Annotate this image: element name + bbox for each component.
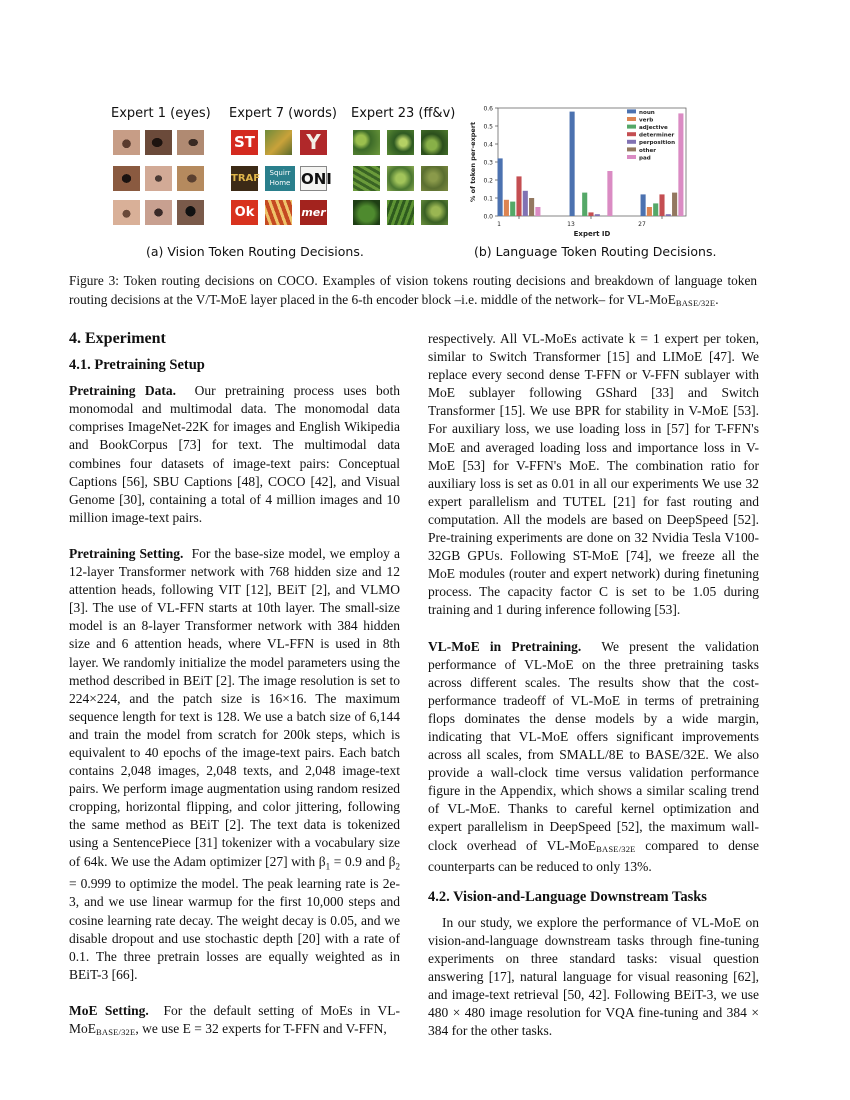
- y-tick-label: 0.6: [483, 105, 493, 113]
- vegetable-patch-image: [387, 200, 414, 225]
- paragraph-downstream: In our study, we explore the performance of VL-MoE on vision-and-language downstream tasks through fine-tuning experiments on three standard tasks: visual question answering [17], natural language for visual reasoning [62], and image-text retrieval [50, 42]. Following BEiT-3, we use 480 × 480 image resolution for VQA fine-tuning and 384 × 384 for the other tasks.: [428, 914, 759, 1039]
- subscript: BASE/32E: [596, 843, 636, 854]
- bar-adjective: [510, 202, 515, 216]
- legend-swatch-perposition: [627, 140, 636, 144]
- paragraph-body: , we use E = 32 experts for T-FFN and V-FFN,: [135, 1020, 387, 1036]
- bar-verb: [647, 207, 652, 216]
- paragraph-pretraining-data: [69, 382, 400, 527]
- bar-perposition: [523, 191, 528, 216]
- eye-patch-image: [145, 166, 172, 191]
- vegetable-patch-image: [353, 166, 380, 191]
- paragraph-body: We present the validation performance of VL-MoE on the three pretraining tasks across different scales. The results show that the cost-performance tradeoff of VL-MoE in terms of pretraining flops dominates the dense models by a wide margin, indicating that VL-MoE offers significant improvements across all scales, from SMALL/8E to BASE/32E. We also provide a wall-clock time versus validation performance figure in the Appendix, which shows a similar scaling trend of VL-MoE. Thanks to careful kernel optimization and expert parallelism in DeepSpeed [52], the maximum wall-clock overhead of VL-MoE: [428, 638, 759, 853]
- bar-other: [529, 198, 534, 216]
- legend-swatch-adjective: [627, 125, 636, 129]
- paragraph-title: VL-MoE in Pretraining.: [428, 638, 582, 654]
- y-axis-label: % of token per-expert: [469, 121, 477, 203]
- bar-adjective: [582, 193, 587, 216]
- y-tick-label: 0.4: [483, 141, 493, 149]
- bar-noun: [498, 158, 503, 216]
- bar-perposition: [666, 214, 671, 216]
- x-tick-label: 13: [567, 221, 575, 228]
- subcaption-a: (a) Vision Token Routing Decisions.: [146, 244, 364, 259]
- caption-text: Figure 3: Token routing decisions on COCO. Examples of vision tokens routing decisions and breakdown of language token routing decisions at the V/T-MoE layer placed in the 6-th encoder block –i.e. middle of the network– for VL-MoE: [69, 273, 757, 307]
- legend-label-noun: noun: [639, 109, 655, 116]
- paragraph-vlmoe-pretraining: [428, 638, 759, 876]
- legend-swatch-pad: [627, 155, 636, 159]
- figure-caption: [69, 271, 757, 313]
- eye-patch-image: [177, 200, 204, 225]
- x-axis-label: Expert ID: [573, 230, 611, 238]
- y-tick-label: 0.2: [483, 177, 493, 185]
- legend-label-adjective: adjective: [639, 125, 668, 131]
- paragraph-body: For the base-size model, we employ a 12-layer Transformer network with 768 hidden size and 12 attention heads, following VIT [12], BEiT [2], and VLMO [3]. The use of VL-FFN starts at 10th layer. The small-size model is an 8-layer Transformer network with 384 hidden size and 6 attention heads, where VL-FFN is used in 8th layer. We randomly initialize the model parameters using the method described in BEiT [2]. The image resolution is set to 224×224, and the patch size is 16×16. The maximum sequence length for text is 128. We use a batch size of 6,144 and train the model from scratch for 200k steps, which is equivalent to 40 epochs of the image-text pairs. Each batch contains 2,048 images, 2,048 texts, and 2,048 image-text pairs. We perform image augmentation using random resized cropping, horizontal flipping, and color jittering, following the same method as BEiT [2]. The text data is tokenized using a SentencePiece [31] tokenizer with a vocabulary size of 64k. We use the Adam optimizer [27] with β: [69, 545, 400, 869]
- left-column: [69, 330, 400, 1041]
- legend-label-pad: pad: [639, 155, 651, 162]
- x-tick-label: 1: [497, 221, 501, 228]
- paragraph-title: MoE Setting.: [69, 1002, 149, 1018]
- word-patch-image: Y: [300, 130, 327, 155]
- paragraph-moe-setting: [69, 1002, 400, 1041]
- paragraph-body: compared to dense counterparts can be reduced to only 13%.: [428, 837, 759, 874]
- x-tick-label: 27: [638, 221, 646, 228]
- section-heading-experiment: 4. Experiment: [69, 330, 166, 347]
- caption-subscript: BASE/32E: [675, 298, 716, 308]
- word-patch-image: ONI: [300, 166, 327, 191]
- subsection-heading-pretraining-setup: 4.1. Pretraining Setup: [69, 357, 205, 374]
- paragraph-title: Pretraining Data.: [69, 383, 176, 399]
- subsection-heading-downstream: 4.2. Vision-and-Language Downstream Tasks: [428, 888, 707, 905]
- bar-perposition: [595, 214, 600, 216]
- expert-23-title: Expert 23 (ff&v): [351, 106, 456, 121]
- vegetable-patch-image: [421, 130, 448, 155]
- eye-patch-image: [177, 166, 204, 191]
- bar-adjective: [653, 203, 658, 216]
- bar-determiner: [659, 194, 664, 216]
- vegetable-patch-image: [387, 130, 414, 155]
- word-patch-image: [265, 200, 292, 225]
- eye-patch-image: [145, 200, 172, 225]
- caption-end: .: [715, 292, 719, 307]
- vegetable-patch-image: [387, 166, 414, 191]
- legend-label-determiner: determiner: [639, 132, 675, 139]
- legend-label-verb: verb: [639, 117, 654, 124]
- eye-patch-image: [145, 130, 172, 155]
- bar-verb: [504, 200, 509, 216]
- vegetable-patch-image: [421, 166, 448, 191]
- word-patch-image: TRAF: [231, 166, 258, 191]
- bar-determiner: [516, 176, 521, 216]
- bar-noun: [641, 194, 646, 216]
- word-patch-image: Ok: [231, 200, 258, 225]
- paragraph-pretraining-setting: Pretraining Setting. For the base-size model, we employ a 12-layer Transformer network with 768 hidden size and 12 attention heads, following VIT [12], BEiT [2], and VLMO [3]. The use of VL-FFN starts at 10th layer. The small-size model is an 8-layer Transformer network with 384 hidden size and 6 attention heads, where VL-FFN is used in 8th layer. We randomly initialize the model parameters using the method described in BEiT [2]. The image resolution is set to 224×224, and the patch size is 16×16. The maximum sequence length for text is 128. We use a batch size of 6,144 and train the model from scratch for 200k steps, which is equivalent to 40 epochs of the image-text pairs. Each batch contains 2,048 images, 2,048 texts, and 2,048 image-text pairs. We perform image augmentation using random resized cropping, horizontal flipping, and color jittering, following the same method as BEiT [2]. The text data is tokenized using a SentencePiece [31] tokenizer with a vocabulary size of 64k. We use the Adam optimizer [27] with $\beta_1 = 0.9$ and $\beta_2 = 0.999$ to optimize the model. The peak learning rate is 2e-3, and we use linear warmup for the first 10,000 steps and cosine learning rate decay. The weight decay is 0.05, and we disable dropout and use stochastic depth [20] with a rate of 0.1. The three pretrain losses are equally weighted as in BEiT-3 [66].: [69, 545, 400, 982]
- y-tick-label: 0.5: [483, 123, 493, 131]
- legend-label-other: other: [639, 147, 657, 154]
- word-patch-image: Squirr Home: [265, 166, 295, 191]
- eye-patch-image: [177, 130, 204, 155]
- eye-patch-image: [113, 130, 140, 155]
- vegetable-patch-image: [353, 130, 380, 155]
- paragraph-moe-setting-cont: respectively. All VL-MoEs activate k = 1 expert per token, similar to Switch Transformer [15] and LIMoE [47]. We replace every second dense T-FFN or V-FFN sublayer with MoE sublayer following GShard [33] and Switch Transformer [15]. We use BPR for stability in V-MoE [53]. For auxiliary loss, we use loading loss in [57] for T-FFN's MoE and averaged loading loss and importance loss in V-MoE [53] for V-FFN's MoE. The combination ratio for auxiliary loss is set as 0.01 in all our experiments We use 32 expert parallelism and TUTEL [21] for fast routing and computation. All the models are based on DeepSpeed [52]. Pre-training experiments are done on 32 Nvidia Tesla V100-32GB GPUs. Following ST-MoE [74], we freeze all the MoE modules (router and expert network) during finetuning process. The capacity factor C is set to be 1.05 during training and 1 during inference following [53].: [428, 331, 759, 618]
- bar-determiner: [588, 212, 593, 216]
- bar-pad: [535, 207, 540, 216]
- y-tick-label: 0.1: [483, 195, 493, 203]
- legend-swatch-other: [627, 147, 636, 151]
- legend-swatch-determiner: [627, 132, 636, 136]
- paragraph-title: Pretraining Setting.: [69, 545, 184, 561]
- y-tick-label: 0.3: [483, 159, 493, 167]
- vegetable-patch-image: [353, 200, 380, 225]
- subcaption-b: (b) Language Token Routing Decisions.: [474, 244, 717, 259]
- paragraph-body: = 0.9 and β: [330, 853, 396, 869]
- subscript: BASE/32E: [96, 1026, 136, 1037]
- legend-swatch-noun: [627, 109, 636, 113]
- paragraph-body: Our pretraining process uses both monomodal and multimodal data. The monomodal data comprises ImageNet-22K for images and English Wikipedia and BookCorpus [73] for text. The multimodal data combines four datasets of image-text pairs: Conceptual Captions [56], SBU Captions [48], COCO [42], and Visual Genome [30], containing a total of 4 million images and 10 million image-text pairs.: [69, 383, 400, 525]
- word-patch-image: ST: [231, 130, 258, 155]
- eye-patch-image: [113, 200, 140, 225]
- bar-pad: [678, 113, 683, 216]
- vegetable-patch-image: [421, 200, 448, 225]
- bar-noun: [570, 112, 575, 216]
- paragraph-body: = 0.999 to optimize the model. The peak learning rate is 2e-3, and we use linear warmup for the first 10,000 steps and cosine learning rate decay. The weight decay is 0.05, and we disable dropout and use stochastic depth [20] with a rate of 0.1. The three pretrain losses are equally weighted as in BEiT-3 [66].: [69, 876, 400, 982]
- word-patch-image: mer: [300, 200, 327, 225]
- right-column: [428, 330, 759, 1040]
- eye-patch-image: [113, 166, 140, 191]
- chart-legend: [627, 109, 675, 161]
- legend-label-perposition: perposition: [639, 140, 676, 147]
- bar-pad: [607, 171, 612, 216]
- paragraph-body: For the default setting of MoEs in VL-MoE: [69, 1002, 401, 1036]
- y-tick-label: 0.0: [483, 213, 493, 221]
- language-routing-chart: [462, 100, 692, 240]
- expert-1-title: Expert 1 (eyes): [111, 106, 211, 121]
- expert-7-title: Expert 7 (words): [229, 106, 338, 121]
- word-patch-image: [265, 130, 292, 155]
- legend-swatch-verb: [627, 117, 636, 121]
- bar-other: [672, 193, 677, 216]
